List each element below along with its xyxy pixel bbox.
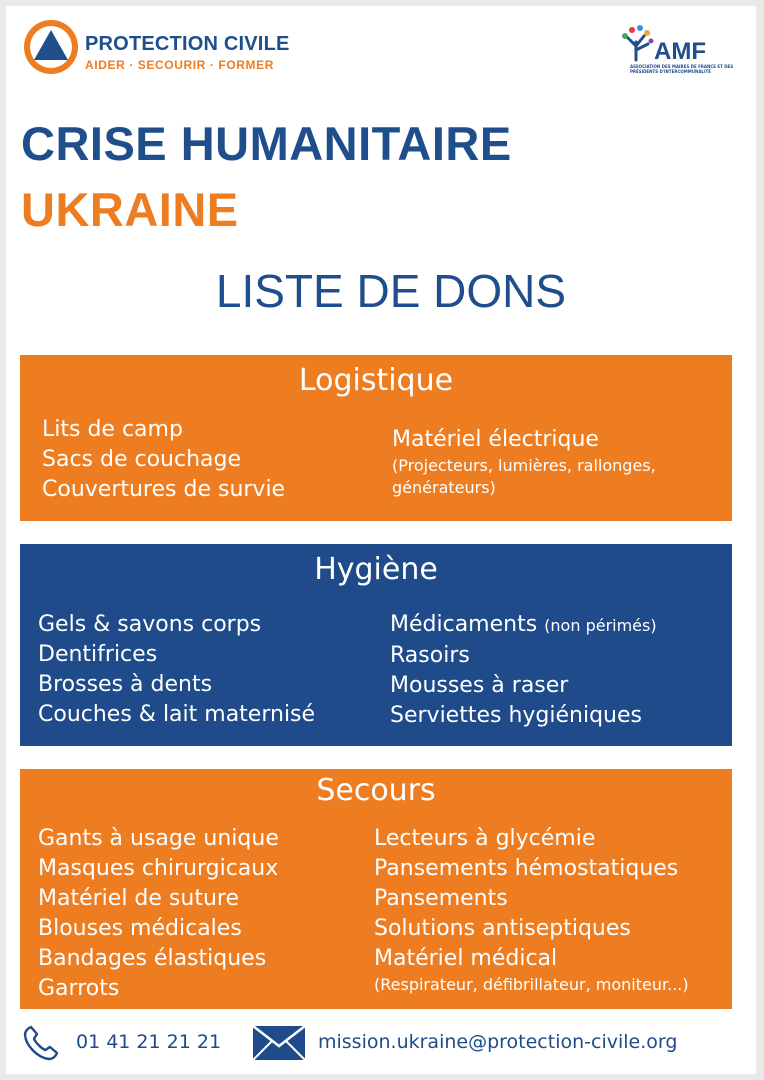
- list-item: Brosses à dents: [38, 672, 213, 697]
- list-item-note: (Projecteurs, lumières, rallonges, générateurs): [392, 456, 656, 497]
- list-item: Pansements hémostatiques: [374, 856, 679, 881]
- logistique-right-list: [392, 425, 712, 499]
- secours-section: [20, 769, 732, 1009]
- hygiene-section: [20, 544, 732, 746]
- list-item: Lits de camp: [42, 417, 183, 442]
- logistique-section: [20, 355, 732, 521]
- amf-subtitle: ASSOCIATION DES MAIRES DE FRANCE ET DES PRÉSIDENTS D'INTERCOMMUNALITÉ: [630, 64, 734, 74]
- list-item-note: (non périmés): [544, 616, 657, 635]
- secours-right-list: [374, 824, 689, 996]
- list-item: [390, 610, 657, 641]
- envelope-icon: [252, 1024, 306, 1062]
- logistique-title: Logistique: [298, 363, 454, 398]
- protection-civile-logo: [23, 19, 323, 79]
- secours-title: Secours: [316, 773, 436, 808]
- list-item: Matériel électrique: [392, 427, 599, 452]
- hygiene-title: Hygiène: [314, 552, 438, 587]
- amf-name: AMF: [654, 38, 706, 65]
- list-item: Dentifrices: [38, 642, 158, 667]
- phone-number[interactable]: 01 41 21 21 21: [76, 1031, 222, 1053]
- list-item: Masques chirurgicaux: [38, 856, 279, 881]
- contact-footer: [20, 1018, 732, 1068]
- list-item: Sacs de couchage: [42, 447, 242, 472]
- list-item: Blouses médicales: [38, 916, 242, 941]
- logistique-left-list: [42, 415, 285, 505]
- list-item-label: Médicaments: [390, 612, 538, 637]
- protection-civile-emblem-icon: [23, 19, 79, 75]
- list-item: Matériel de suture: [38, 886, 239, 911]
- list-item: Lecteurs à glycémie: [374, 826, 596, 851]
- list-item: Bandages élastiques: [38, 946, 267, 971]
- list-item: Couches & lait maternisé: [38, 702, 316, 727]
- list-item: Couvertures de survie: [42, 477, 286, 502]
- amf-logo: [616, 20, 736, 82]
- list-item: Mousses à raser: [390, 673, 569, 698]
- org-name: PROTECTION CIVILE: [85, 33, 290, 55]
- list-item-note: (Respirateur, défibrillateur, moniteur...): [374, 975, 689, 994]
- list-item: Gants à usage unique: [38, 826, 279, 851]
- list-item: Serviettes hygiéniques: [390, 703, 642, 728]
- email-address[interactable]: mission.ukraine@protection-civile.org: [318, 1031, 678, 1053]
- list-item: Solutions antiseptiques: [374, 916, 631, 941]
- title-donation-list: LISTE DE DONS: [215, 265, 567, 317]
- amf-people-icon: [618, 24, 658, 64]
- title-crisis: CRISE HUMANITAIRE: [21, 117, 512, 170]
- org-tagline: AIDER · SECOURIR · FORMER: [85, 58, 274, 72]
- phone-icon: [22, 1024, 60, 1062]
- list-item: Rasoirs: [390, 643, 470, 668]
- list-item: Gels & savons corps: [38, 612, 262, 637]
- list-item: Garrots: [38, 976, 120, 1001]
- list-item: Pansements: [374, 886, 508, 911]
- secours-left-list: [38, 824, 279, 1004]
- hygiene-left-list: [38, 610, 315, 730]
- flyer-page: [6, 6, 756, 1074]
- title-ukraine: UKRAINE: [21, 183, 239, 236]
- list-item: Matériel médical: [374, 946, 558, 971]
- hygiene-right-list: [390, 610, 657, 731]
